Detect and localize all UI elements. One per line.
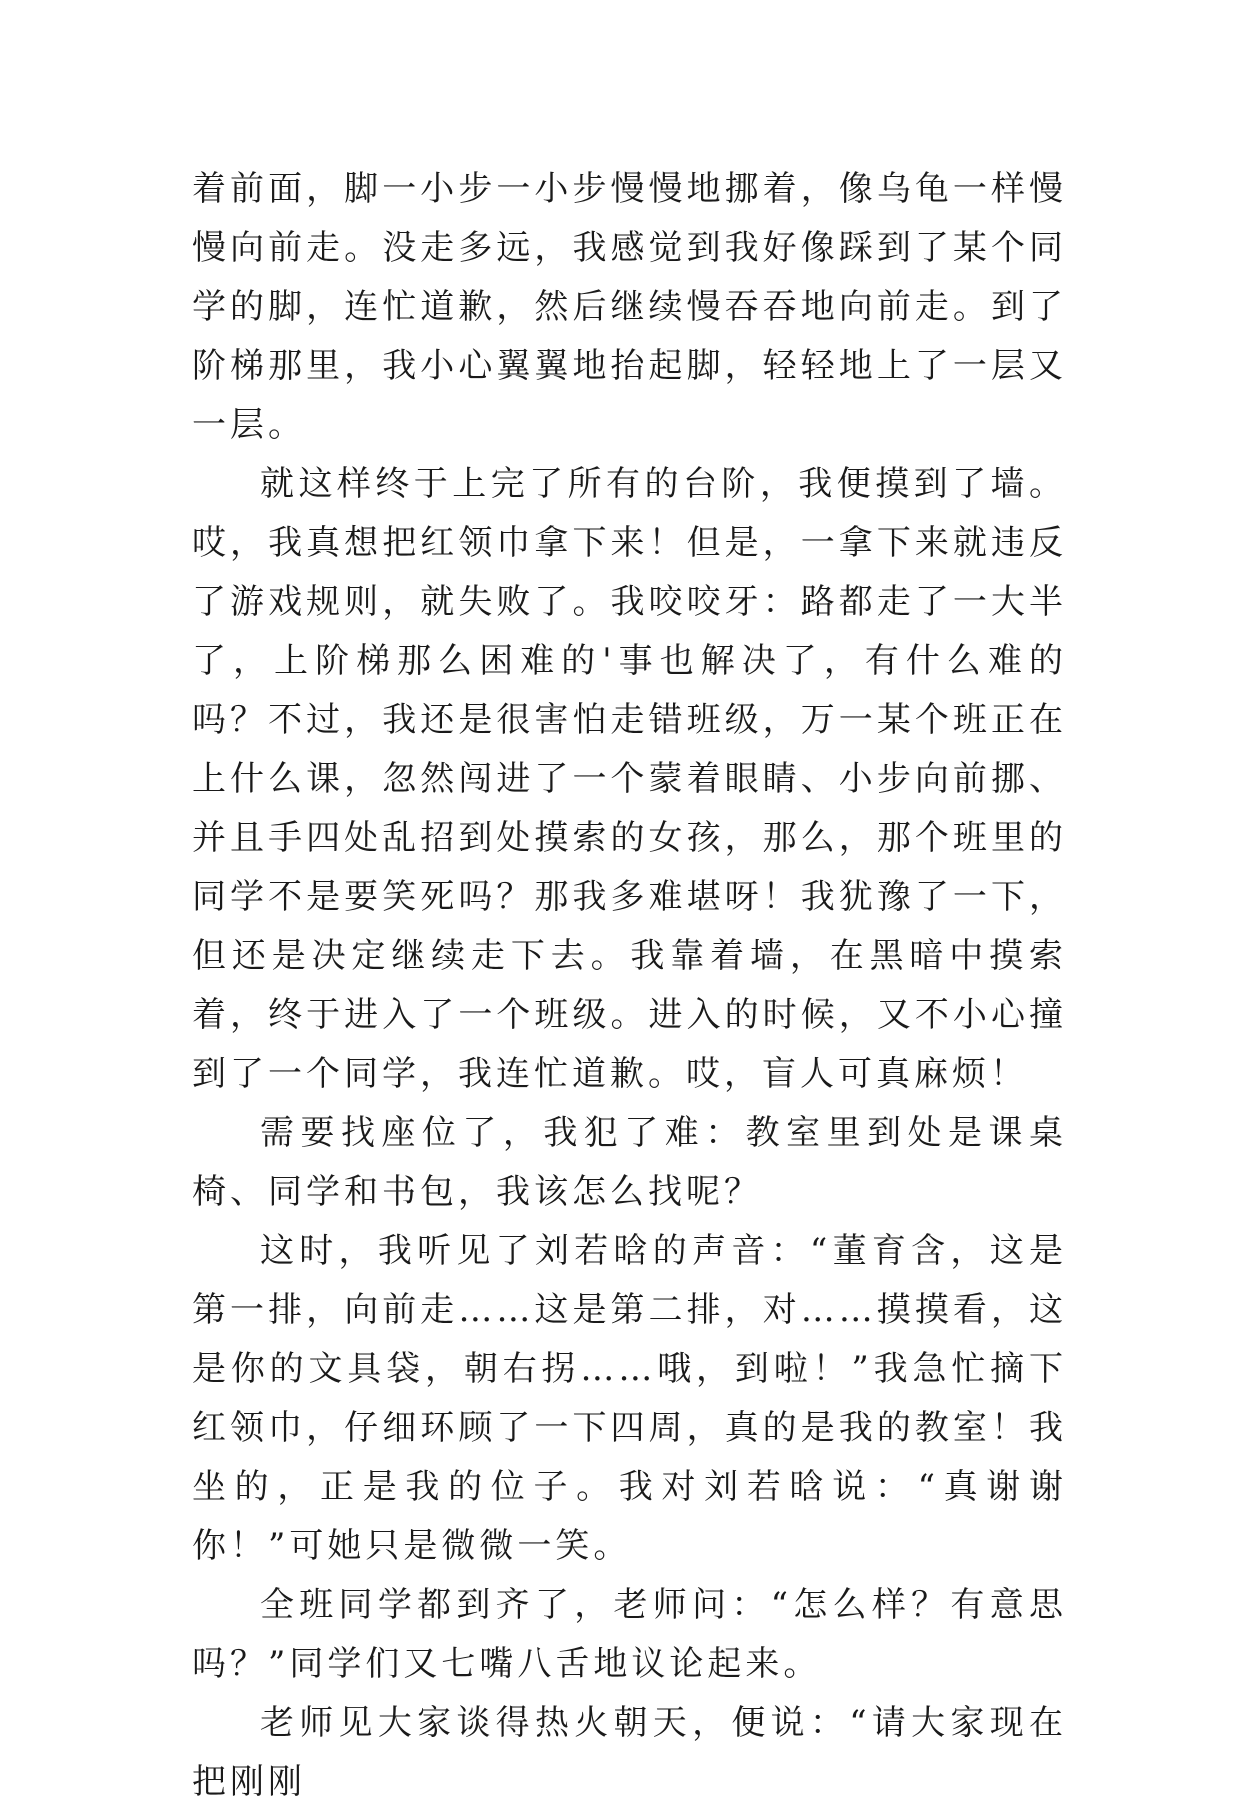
paragraph-2: 就这样终于上完了所有的台阶，我便摸到了墙。哎，我真想把红领巾拿下来！但是，一拿下来就违反了游戏规则，就失败了。我咬咬牙：路都走了一大半了，上阶梯那么困难的'事也解决了，有什么难的吗？不过，我还是很害怕走错班级，万一某个班正在上什么课，忽然闯进了一个蒙着眼睛、小步向前挪、并且手四处乱招到处摸索的女孩，那么，那个班里的同学不是要笑死吗？那我多难堪呀！我犹豫了一下，但还是决定继续走下去。我靠着墙，在黑暗中摸索着，终于进入了一个班级。进入的时候，又不小心撞到了一个同学，我连忙道歉。哎，盲人可真麻烦！	[192, 464, 1067, 1094]
paragraph-3: 需要找座位了，我犯了难：教室里到处是课桌椅、同学和书包，我该怎么找呢？	[192, 1113, 1067, 1212]
paragraph-5: 全班同学都到齐了，老师问：“怎么样？有意思吗？”同学们又七嘴八舌地议论起来。	[192, 1585, 1067, 1684]
paragraph-6: 老师见大家谈得热火朝天，便说：“请大家现在把刚刚	[192, 1703, 1067, 1802]
paragraph-1: 着前面，脚一小步一小步慢慢地挪着，像乌龟一样慢慢向前走。没走多远，我感觉到我好像踩到了某个同学的脚，连忙道歉，然后继续慢吞吞地向前走。到了阶梯那里，我小心翼翼地抬起脚，轻轻地上了一层又一层。	[192, 169, 1067, 445]
paragraph-4: 这时，我听见了刘若晗的声音：“董育含，这是第一排，向前走……这是第二排，对……摸摸看，这是你的文具袋，朝右拐……哦，到啦！”我急忙摘下红领巾，仔细环顾了一下四周，真的是我的教室！我坐的，正是我的位子。我对刘若晗说：“真谢谢你！”可她只是微微一笑。	[192, 1231, 1067, 1566]
document-body	[192, 160, 1067, 1812]
